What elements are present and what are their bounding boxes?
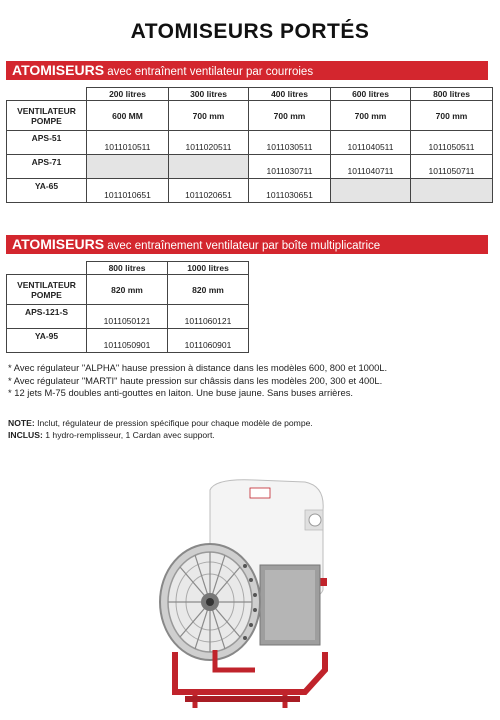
banner-bold: ATOMISEURS [12, 236, 105, 252]
note-line: * 12 jets M-75 doubles anti-gouttes en laiton. Une buse jaune. Sans buses arrières. [8, 387, 353, 398]
part-code: 1011020511 [169, 131, 249, 155]
empty-corner [7, 88, 87, 101]
model-label: APS-51 [7, 131, 87, 155]
part-code: 1011010651 [87, 179, 169, 203]
capacity-header: 200 litres [87, 88, 169, 101]
fan-size: 700 mm [331, 101, 411, 131]
capacity-header: 400 litres [249, 88, 331, 101]
model-label: APS-121-S [7, 305, 87, 329]
note-line: * Avec régulateur "ALPHA" hause pression à distance dans les modèles 600, 800 et 1000L. [8, 362, 388, 373]
empty-cell [411, 179, 493, 203]
table-row [7, 155, 493, 179]
spec-table-courroies [6, 87, 493, 203]
part-code: 1011030511 [249, 131, 331, 155]
part-code: 1011040711 [331, 155, 411, 179]
included-notes [8, 418, 493, 441]
note-line: * Avec régulateur "MARTI" haute pression sur châssis dans les modèles 200, 300 et 400L. [8, 374, 383, 386]
part-code: 1011020651 [169, 179, 249, 203]
inclus-text: 1 hydro-remplisseur, 1 Cardan avec support. [42, 429, 215, 440]
note-row [8, 418, 493, 430]
note-label: NOTE: [8, 418, 35, 428]
model-label: YA-65 [7, 179, 87, 203]
part-code: 1011030711 [249, 155, 331, 179]
fan-size: 700 mm [169, 101, 249, 131]
section-banner-boite [6, 235, 488, 254]
part-code: 1011050711 [411, 155, 493, 179]
section-banner-courroies [6, 61, 488, 80]
capacity-header: 800 litres [411, 88, 493, 101]
capacity-header: 300 litres [169, 88, 249, 101]
row-header-ventilateur: VENTILATEUR POMPE [7, 101, 87, 131]
fan-size: 600 MM [87, 101, 169, 131]
part-code: 1011050511 [411, 131, 493, 155]
note-text: Inclut, régulateur de pression spécifique pour chaque modèle de pompe. [34, 418, 313, 428]
part-code: 1011040511 [331, 131, 411, 155]
capacity-header: 1000 litres [168, 262, 249, 275]
inclus-label: INCLUS: [8, 429, 43, 440]
fan-size: 700 mm [249, 101, 331, 131]
model-label: APS-71 [7, 155, 87, 179]
part-code: 1011050901 [87, 329, 168, 353]
fan-size: 700 mm [411, 101, 493, 131]
inclus-row [8, 430, 493, 442]
fan-size: 820 mm [168, 275, 249, 305]
capacity-header: 600 litres [331, 88, 411, 101]
atomiser-machine-image [155, 470, 345, 715]
part-code: 1011050121 [87, 305, 168, 329]
empty-cell [87, 155, 169, 179]
model-label: YA-95 [7, 329, 87, 353]
part-code: 1011060121 [168, 305, 249, 329]
table-row [7, 329, 249, 353]
table-row [7, 305, 249, 329]
empty-cell [169, 155, 249, 179]
spec-table-boite [6, 261, 249, 353]
part-code: 1011060901 [168, 329, 249, 353]
fan-size: 820 mm [87, 275, 168, 305]
feature-notes [8, 362, 493, 400]
page-title: ATOMISEURS PORTÉS [130, 20, 370, 43]
part-code: 1011010511 [87, 131, 169, 155]
part-code: 1011030651 [249, 179, 331, 203]
banner-text: avec entraînement ventilateur par boîte multiplicatrice [104, 240, 381, 252]
banner-bold: ATOMISEURS [12, 62, 105, 78]
banner-text: avec entraînent ventilateur par courroies [104, 66, 314, 78]
capacity-header: 800 litres [87, 262, 168, 275]
table-row [7, 131, 493, 155]
table-row [7, 179, 493, 203]
row-header-ventilateur: VENTILATEUR POMPE [7, 275, 87, 305]
empty-corner [7, 262, 87, 275]
empty-cell [331, 179, 411, 203]
